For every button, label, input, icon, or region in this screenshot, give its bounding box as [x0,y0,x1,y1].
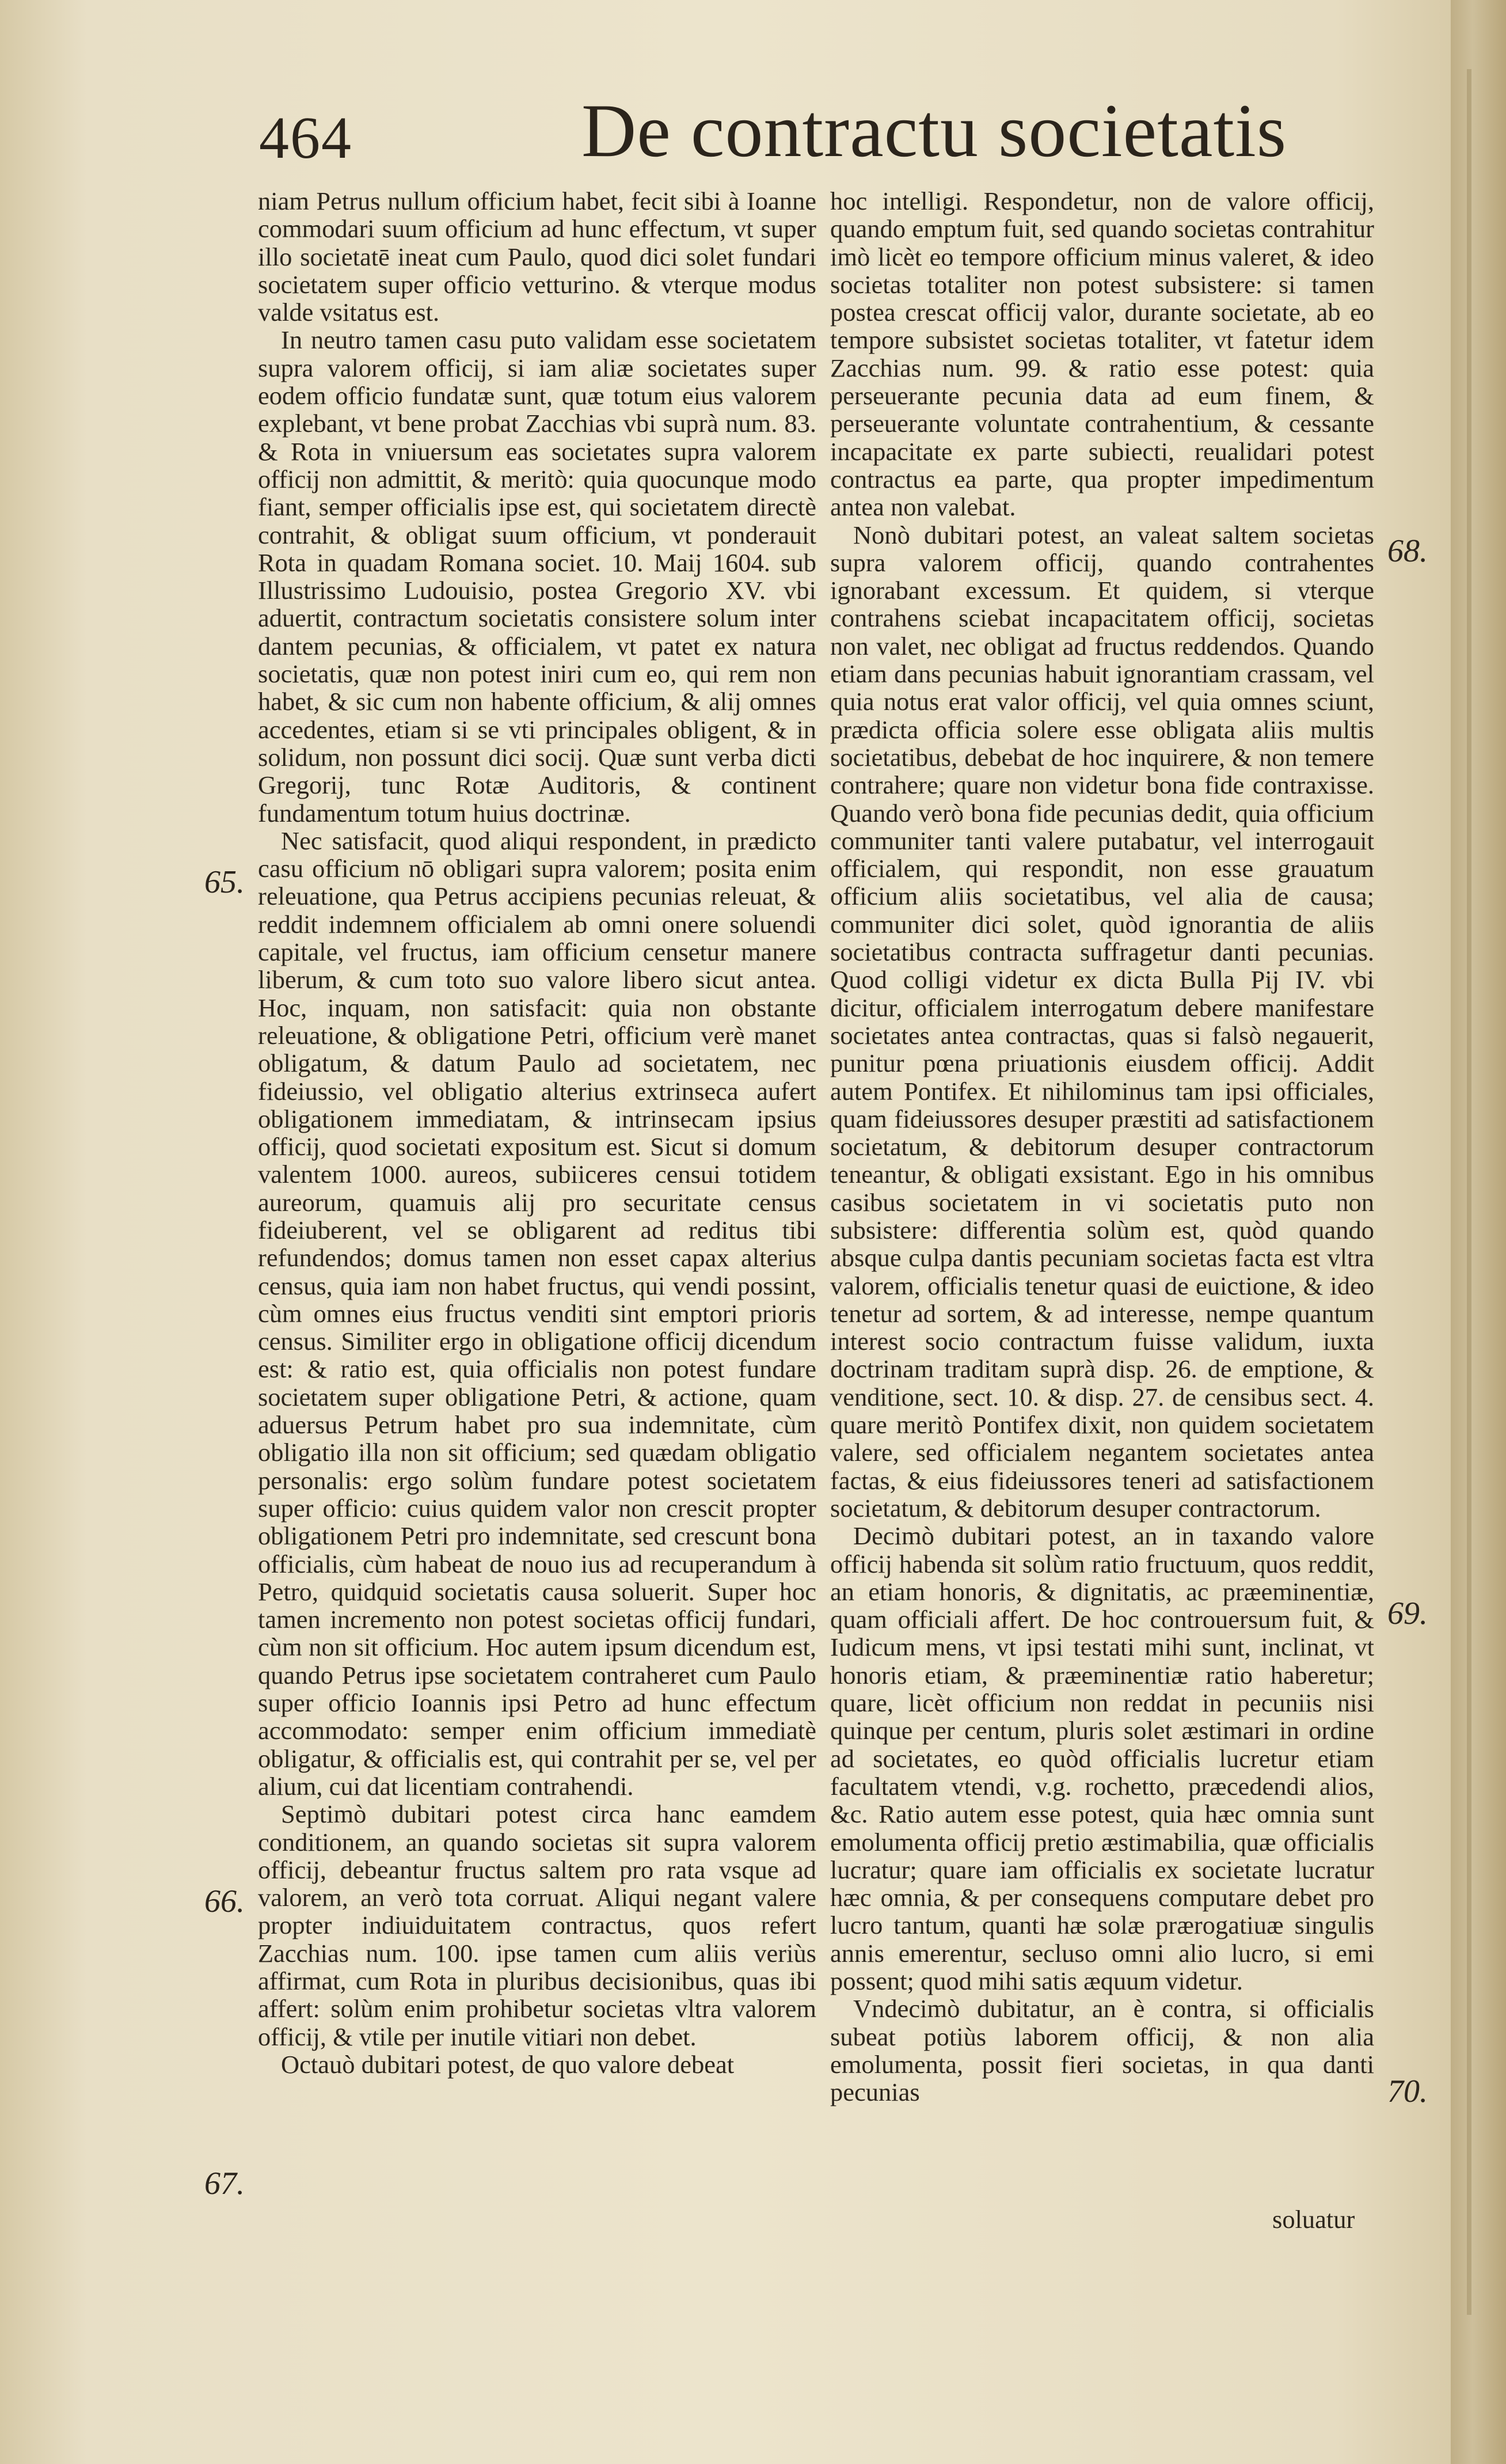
paragraph: Nec satisfacit, quod aliqui respondent, in prædicto casu officium nō obligari supra valorem; posita enim releuatione, qua Petrus accipiens pecunias releuat, & reddit indemnem officialem ab omni onere soluendi capitale, vel fructus, iam officium censetur manere liberum, & cum toto suo valore libero sicut antea. Hoc, inquam, non satisfacit: quia non obstante releuatione, & obligatione Petri, officium verè manet obligatum, & datum Paulo ad societatem, nec fideiussio, vel obligatio alterius extrinseca aufert obligationem immediatam, & intrinsecam ipsius officij, quod societati expositum est. Sicut si domum valentem 1000. aureos, subiiceres censui totidem aureorum, quamuis alij pro securitate census fideiuberent, vel se obligarent ad reditus tibi refundendos; domus tamen non esset capax alterius census, quia iam non habet fructus, qui vendi possint, cùm omnes eius fructus venditi sint emptori prioris census. Similiter ergo in obligatione officij dicendum est: & ratio est, quia officialis non potest fundare societatem super obligatione Petri, & actione, quam aduersus Petrum habet pro sua indemnitate, cùm obligatio illa non sit officium; sed quædam obligatio personalis: ergo solùm fundare potest societatem super officio: cuius quidem valor non crescit propter obligationem Petri pro indemnitate, sed crescunt bona officialis, cùm habeat de nouo ius ad recuperandum à Petro, quidquid societatis causa soluerit. Super hoc tamen incremento non potest societas officij fundari, cùm non sit officium. Hoc autem ipsum dicendum est, quando Petrus ipse societatem contraheret cum Paulo super officio Ioannis ipsi Petro ad hunc effectum accommodato: semper enim officium immediatè obligatur, & officialis est, qui contrahit per se, vel per alium, cui dat licentiam contrahendi. [258,826,816,1801]
margin-number-68: 68. [1387,533,1428,569]
margin-number-66: 66. [204,1884,245,1919]
margin-number-65: 65. [204,864,245,900]
paragraph: In neutro tamen casu puto validam esse societatem supra valorem officij, si iam aliæ societates super eodem officio fundatæ sunt, quæ totum eius valorem explebant, vt bene probat Zacchias vbi suprà num. 83. & Rota in vniuersum eas societates supra valorem officij non admittit, & meritò: quia quocunque modo fiant, semper officialis ipse est, qui societatem directè contrahit, & obligat suum officium, vt ponderauit Rota in quadam Romana societ. 10. Maij 1604. sub Illustrissimo Ludouisio, postea Gregorio XV. vbi aduertit, contractum societatis consistere solum inter dantem pecunias, & officialem, vt patet ex natura societatis, quæ non potest iniri cum eo, qui rem non habet, & sic cum non habente officium, & alij omnes accedentes, etiam si se vti principales obligent, & in solidum, non possunt dici socij. Quæ sunt verba dicti Gregorij, tunc Rotæ Auditoris, & continent fundamentum totum huius doctrinæ. [258,325,816,827]
margin-number-69: 69. [1387,1596,1428,1631]
paragraph: Septimò dubitari potest circa hanc eamdem conditionem, an quando societas sit supra valorem officij, debeantur fructus saltem pro rata vsque ad valorem, an verò tota corruat. Aliqui negant valere propter indiuiduitatem contractus, quos refert Zacchias num. 100. ipse tamen cum aliis veriùs affirmat, cum Rota in pluribus decisionibus, quas ibi affert: solùm enim prohibetur societas vltra valorem officij, & vtile per inutile vitiari non debet. [258,1799,816,2051]
margin-number-67: 67. [204,2166,245,2201]
paragraph: niam Petrus nullum officium habet, fecit sibi à Ioanne commodari suum officium ad hunc effectum, vt super illo societatē ineat cum Paulo, quod dici solet fundari societatem super officio vetturino. & vterque modus valde vsitatus est. [258,187,816,327]
running-title: De contractu societatis [581,88,1287,173]
paragraph: Nonò dubitari potest, an valeat saltem societas supra valorem officij, quando contrahentes ignorabant excessum. Et quidem, si vterque contrahens sciebat incapacitatem officij, societas non valet, nec obligat ad fructus reddendos. Quando etiam dans pecunias habuit ignorantiam crassam, vel quia notus erat valor officij, vel quia omnes sciunt, prædicta officia solere esse obligata aliis multis societatibus, debebat de hoc inquirere, & non temere contrahere; quare non videtur bona fide contraxisse. Quando verò bona fide pecunias dedit, quia officium communiter tanti valere putabatur, vel interrogauit officialem, qui respondit, non esse grauatum officium aliis societatibus, vel alia de causa; communiter dici solet, quòd ignorantia de aliis societatibus contracta suffragetur danti pecunias. Quod colligi videtur ex dicta Bulla Pij IV. vbi dicitur, officialem interrogatum debere manifestare societates antea contractas, quas si falsò negauerit, punitur pœna priuationis eiusdem officij. Addit autem Pontifex. Et nihilominus tam ipsi officiales, quam fideiussores desuper præstiti ad satisfactionem societatum, & debitorum desuper contractorum teneantur, & obligati exsistant. Ego in his omnibus casibus societatem in vi societatis puto non subsistere: differentia solùm est, quòd quando absque culpa dantis pecuniam societas facta est vltra valorem, officialis tenetur quasi de euictione, & ideo tenetur ad sortem, & ad interesse, nempe quantum interest socio contractum fuisse validum, iuxta doctrinam traditam suprà disp. 26. de emptione, & venditione, sect. 10. & disp. 27. de censibus sect. 4. quare meritò Pontifex dixit, non quidem societatem valere, sed officialem negantem societates antea factas, & eius fideiussores teneri ad satisfactionem societatum, & debitorum desuper contractorum. [830,520,1374,1523]
margin-number-70: 70. [1387,2074,1428,2109]
paragraph: Decimò dubitari potest, an in taxando valore officij habenda sit solùm ratio fructuum, quos reddit, an etiam honoris, & dignitatis, ac præeminentiæ, quam officiali affert. De hoc controuersum fuit, & Iudicum mens, vt ipsi testati mihi sunt, inclinat, vt honoris etiam, & præeminentiæ ratio haberetur; quare, licèt officium non reddat in pecuniis nisi quinque per centum, pluris solet æstimari in ordine ad societates, eo quòd officialis lucretur etiam facultatem vtendi, v.g. rochetto, præcedendi alios, &c. Ratio autem esse potest, quia hæc omnia sunt emolumenta officij pretio æstimabilia, quæ officialis lucratur; quare iam officialis ex societate lucratur hæc omnia, & per consequens computare debet pro lucro tantum, quanti hæ solæ prærogatiuæ singulis annis emerentur, secluso omni alio lucro, si emi possent; quod mihi satis æquum videtur. [830,1521,1374,1995]
catchword: soluatur [1272,2205,1355,2234]
paragraph: Octauò dubitari potest, de quo valore debeat [281,2049,735,2079]
paragraph: Vndecimò dubitatur, an è contra, si officialis subeat potiùs laborem officij, & non alia emolumenta, possit fieri societas, in qua danti pecunias [830,1994,1374,2107]
page-header [259,86,1287,190]
right-column [830,187,1374,2106]
page-number: 464 [259,105,352,171]
paragraph: hoc intelligi. Respondetur, non de valore officij, quando emptum fuit, sed quando societas contrahitur imò licèt eo tempore officium minus valeret, & ideo societas totaliter non potest subsistere: si tamen postea crescat officij valor, durante societate, ab eo tempore subsistet societas totaliter, vt fatetur idem Zacchias num. 99. & ratio esse potest: quia perseuerante pecunia data ad eum finem, & perseuerante voluntate contrahentium, & cessante incapacitate ex parte subiecti, reualidari potest contractus ea parte, qua propter impedimentum antea non valebat. [830,187,1374,522]
left-column [258,187,816,2078]
page-gutter-edge [1451,0,1506,2464]
